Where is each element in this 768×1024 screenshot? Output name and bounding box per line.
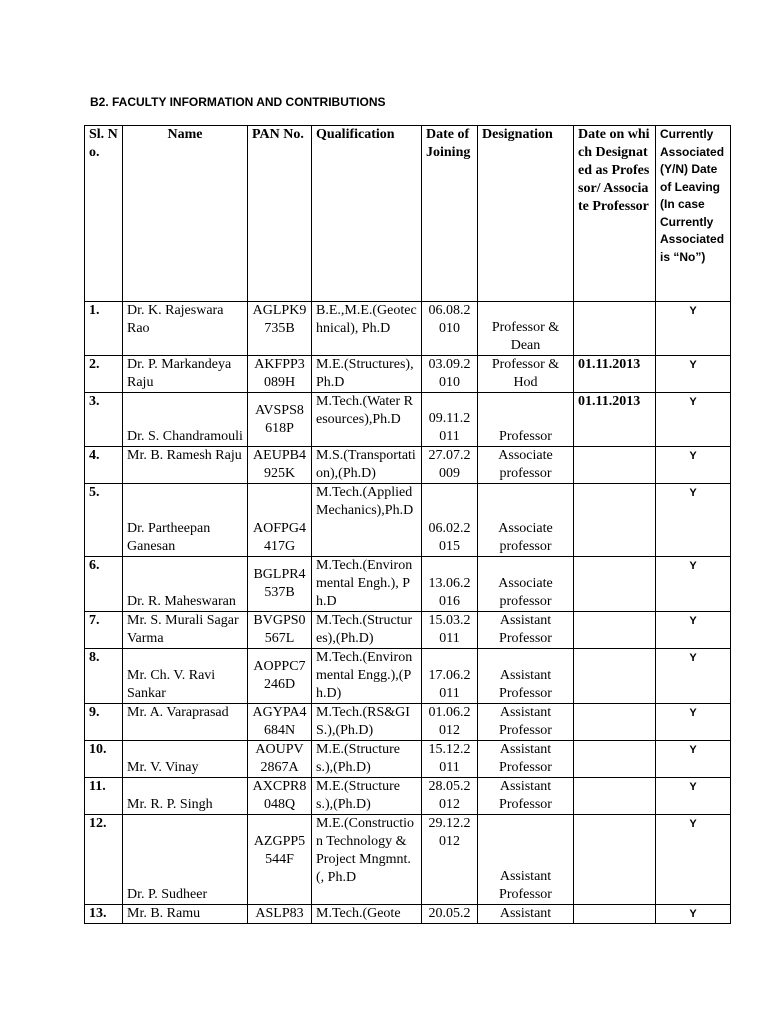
cell-name: Mr. Ch. V. Ravi Sankar [123, 649, 248, 704]
cell-doj: 28.05.2012 [422, 778, 478, 815]
table-row [85, 356, 731, 393]
cell-date-designated [574, 905, 656, 924]
cell-slno: 8. [85, 649, 123, 704]
cell-associated: Y [656, 612, 731, 649]
cell-pan: AEUPB4925K [248, 447, 312, 484]
cell-date-designated [574, 815, 656, 905]
cell-name: Dr. R. Maheswaran [123, 557, 248, 612]
cell-qualification: M.Tech.(Water Resources),Ph.D [312, 393, 422, 447]
cell-designation: Assistant [478, 905, 574, 924]
cell-slno: 10. [85, 741, 123, 778]
cell-date-designated [574, 302, 656, 356]
cell-name: Mr. S. Murali Sagar Varma [123, 612, 248, 649]
table-row [85, 649, 731, 704]
cell-date-designated [574, 484, 656, 557]
cell-slno: 12. [85, 815, 123, 905]
header-designation: Designation [478, 126, 574, 302]
cell-slno: 3. [85, 393, 123, 447]
faculty-table [84, 125, 731, 924]
table-row [85, 612, 731, 649]
cell-slno: 4. [85, 447, 123, 484]
table-row [85, 557, 731, 612]
cell-date-designated [574, 557, 656, 612]
cell-date-designated [574, 447, 656, 484]
cell-slno: 2. [85, 356, 123, 393]
cell-designation: Associate professor [478, 447, 574, 484]
cell-designation: Professor & Hod [478, 356, 574, 393]
cell-qualification: M.E.(Structures.),(Ph.D) [312, 778, 422, 815]
cell-slno: 5. [85, 484, 123, 557]
cell-designation: Associate professor [478, 557, 574, 612]
cell-doj: 01.06.2012 [422, 704, 478, 741]
cell-designation: Assistant Professor [478, 649, 574, 704]
cell-pan: AOPPC7246D [248, 649, 312, 704]
cell-pan: AZGPP5544F [248, 815, 312, 905]
cell-qualification: M.Tech.(Environmental Engg.),(Ph.D) [312, 649, 422, 704]
header-date-designated: Date on which Designated as Professor/ Associate Professor [574, 126, 656, 302]
cell-pan: BGLPR4537B [248, 557, 312, 612]
cell-name: Dr. K. Rajeswara Rao [123, 302, 248, 356]
cell-designation: Assistant Professor [478, 778, 574, 815]
cell-designation: Associate professor [478, 484, 574, 557]
table-header-row [85, 126, 731, 302]
cell-designation: Assistant Professor [478, 704, 574, 741]
cell-qualification: M.Tech.(Applied Mechanics),Ph.D [312, 484, 422, 557]
cell-associated: Y [656, 778, 731, 815]
cell-doj: 09.11.2011 [422, 393, 478, 447]
cell-doj: 06.08.2010 [422, 302, 478, 356]
cell-qualification: B.E.,M.E.(Geotechnical), Ph.D [312, 302, 422, 356]
cell-designation: Assistant Professor [478, 741, 574, 778]
cell-qualification: M.Tech.(RS&GIS.),(Ph.D) [312, 704, 422, 741]
cell-pan: AVSPS8618P [248, 393, 312, 447]
cell-qualification: M.E.(Structures), Ph.D [312, 356, 422, 393]
cell-doj: 27.07.2009 [422, 447, 478, 484]
cell-associated: Y [656, 815, 731, 905]
cell-date-designated: 01.11.2013 [574, 393, 656, 447]
cell-associated: Y [656, 484, 731, 557]
cell-pan: ASLP83 [248, 905, 312, 924]
cell-slno: 13. [85, 905, 123, 924]
table-row [85, 484, 731, 557]
cell-doj: 17.06.2011 [422, 649, 478, 704]
cell-date-designated: 01.11.2013 [574, 356, 656, 393]
cell-associated: Y [656, 447, 731, 484]
cell-name: Mr. V. Vinay [123, 741, 248, 778]
cell-doj: 29.12.2012 [422, 815, 478, 905]
table-row [85, 741, 731, 778]
cell-slno: 1. [85, 302, 123, 356]
table-row [85, 393, 731, 447]
cell-name: Mr. B. Ramu [123, 905, 248, 924]
table-row [85, 302, 731, 356]
cell-pan: AOUPV2867A [248, 741, 312, 778]
cell-name: Mr. A. Varaprasad [123, 704, 248, 741]
cell-date-designated [574, 778, 656, 815]
header-associated: Currently Associated (Y/N) Date of Leaving (In case Currently Associated is “No”) [656, 126, 731, 302]
table-row [85, 704, 731, 741]
cell-qualification: M.E.(Construction Technology & Project Mngmnt.(, Ph.D [312, 815, 422, 905]
cell-associated: Y [656, 302, 731, 356]
cell-doj: 15.03.2011 [422, 612, 478, 649]
cell-doj: 03.09.2010 [422, 356, 478, 393]
cell-associated: Y [656, 356, 731, 393]
cell-date-designated [574, 612, 656, 649]
table-row [85, 905, 731, 924]
cell-slno: 6. [85, 557, 123, 612]
header-qualification: Qualification [312, 126, 422, 302]
cell-doj: 15.12.2011 [422, 741, 478, 778]
table-row [85, 815, 731, 905]
cell-qualification: M.E.(Structures.),(Ph.D) [312, 741, 422, 778]
cell-name: Dr. S. Chandramouli [123, 393, 248, 447]
header-name: Name [123, 126, 248, 302]
table-row [85, 778, 731, 815]
header-slno: Sl. No. [85, 126, 123, 302]
cell-doj: 20.05.2 [422, 905, 478, 924]
cell-associated: Y [656, 905, 731, 924]
cell-doj: 06.02.2015 [422, 484, 478, 557]
header-doj: Date of Joining [422, 126, 478, 302]
cell-associated: Y [656, 741, 731, 778]
cell-qualification: M.S.(Transportation),(Ph.D) [312, 447, 422, 484]
cell-qualification: M.Tech.(Environmental Engh.), Ph.D [312, 557, 422, 612]
cell-associated: Y [656, 649, 731, 704]
cell-designation: Professor & Dean [478, 302, 574, 356]
cell-pan: AOFPG4417G [248, 484, 312, 557]
cell-associated: Y [656, 393, 731, 447]
cell-name: Dr. P. Markandeya Raju [123, 356, 248, 393]
cell-designation: Assistant Professor [478, 612, 574, 649]
table-row [85, 447, 731, 484]
cell-associated: Y [656, 704, 731, 741]
header-pan: PAN No. [248, 126, 312, 302]
cell-name: Dr. Partheepan Ganesan [123, 484, 248, 557]
cell-slno: 9. [85, 704, 123, 741]
cell-pan: AGLPK9735B [248, 302, 312, 356]
cell-date-designated [574, 704, 656, 741]
cell-slno: 11. [85, 778, 123, 815]
cell-name: Mr. R. P. Singh [123, 778, 248, 815]
cell-date-designated [574, 649, 656, 704]
cell-pan: AKFPP3089H [248, 356, 312, 393]
cell-date-designated [574, 741, 656, 778]
cell-qualification: M.Tech.(Structures),(Ph.D) [312, 612, 422, 649]
cell-pan: AXCPR8048Q [248, 778, 312, 815]
cell-name: Dr. P. Sudheer [123, 815, 248, 905]
cell-designation: Assistant Professor [478, 815, 574, 905]
cell-qualification: M.Tech.(Geote [312, 905, 422, 924]
cell-doj: 13.06.2016 [422, 557, 478, 612]
cell-pan: BVGPS0567L [248, 612, 312, 649]
section-heading: B2. FACULTY INFORMATION AND CONTRIBUTIONS [90, 95, 386, 109]
cell-slno: 7. [85, 612, 123, 649]
cell-designation: Professor [478, 393, 574, 447]
cell-pan: AGYPA4684N [248, 704, 312, 741]
cell-associated: Y [656, 557, 731, 612]
cell-name: Mr. B. Ramesh Raju [123, 447, 248, 484]
